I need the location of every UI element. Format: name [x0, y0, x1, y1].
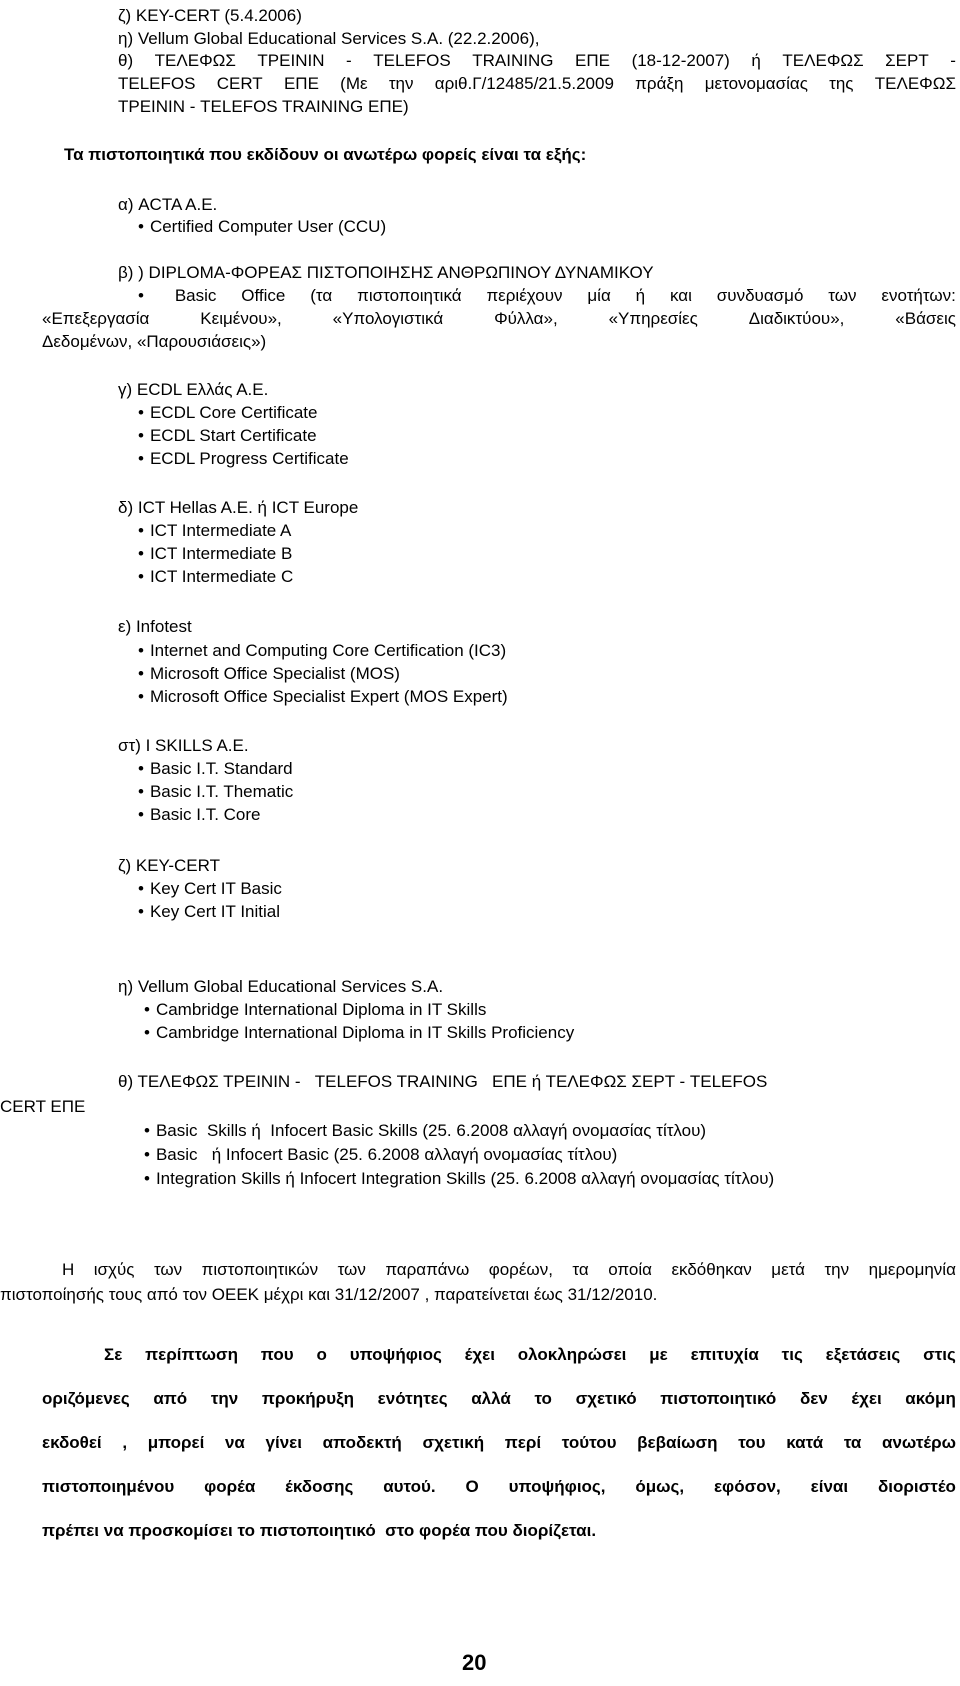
word: τα	[572, 1260, 589, 1279]
section-theta-title: θ) ΤΕΛΕΦΩΣ ΤΡΕΙΝΙΝ - TELEFOS TRAINING ΕΠΕ ή ΤΕΛΕΦΩΣ ΣΕΡΤ - TELEFOS	[118, 1072, 768, 1091]
word: τα	[843, 1433, 862, 1452]
word: εκδόθηκαν	[671, 1260, 752, 1279]
section-st-title: στ) I SKILLS A.E.	[118, 736, 249, 755]
section-zeta-title: ζ) KEY-CERT	[118, 856, 220, 875]
beta-item-line1	[138, 286, 956, 306]
word: που	[260, 1345, 294, 1364]
word: ,	[122, 1433, 128, 1452]
word: πιστοποιημένου	[42, 1477, 175, 1496]
word: παραπάνω	[385, 1260, 470, 1279]
list-item: • Key Cert IT Basic	[138, 879, 282, 899]
word: Office	[241, 286, 286, 305]
word: Ο	[465, 1477, 479, 1496]
word: υποψήφιος	[349, 1345, 442, 1364]
word: εξετάσεις	[825, 1345, 901, 1364]
word: Διαδικτύου»,	[748, 309, 845, 328]
word: και	[670, 286, 692, 305]
word: «Υπολογιστικά	[332, 309, 444, 328]
word: «Βάσεις	[895, 309, 956, 328]
word: σχετικό	[575, 1389, 637, 1408]
word: των	[153, 1260, 183, 1279]
note-paragraph-line1	[104, 1345, 956, 1365]
word: δεν	[799, 1389, 828, 1408]
word: την	[824, 1260, 850, 1279]
word: της	[829, 74, 854, 93]
word: υποψήφιος,	[508, 1477, 606, 1496]
word: ΣΕΡΤ	[885, 51, 929, 70]
list-item-vellum: η) Vellum Global Educational Services S.A. (22.2.2006),	[118, 29, 540, 48]
word: κατά	[786, 1433, 824, 1452]
word: μετά	[771, 1260, 805, 1279]
word: αποδεκτή	[322, 1433, 402, 1452]
note-paragraph-line4	[42, 1477, 956, 1497]
word: πιστοποιητικών	[201, 1260, 319, 1279]
list-item: • ICT Intermediate C	[138, 567, 293, 587]
list-item: • ECDL Core Certificate	[138, 403, 318, 423]
section-alpha-title: α) ACTA A.E.	[118, 195, 218, 214]
word: ισχύς	[93, 1260, 135, 1279]
word: επιτυχία	[690, 1345, 759, 1364]
word: ενοτήτων:	[881, 286, 956, 305]
word: ο	[316, 1345, 327, 1364]
word: οριζόμενες	[42, 1389, 130, 1408]
word: μπορεί	[147, 1433, 205, 1452]
list-item: • ICT Intermediate A	[138, 521, 291, 541]
word: αλλά	[471, 1389, 511, 1408]
page-number: 20	[462, 1650, 487, 1675]
certificates-heading: Τα πιστοποιητικά που εκδίδουν οι ανωτέρω φορείς είναι τα εξής:	[64, 145, 587, 164]
word: TRAINING	[472, 51, 554, 70]
word: έκδοσης	[285, 1477, 354, 1496]
word: πιστοποιητικό	[660, 1389, 777, 1408]
beta-item-line2	[42, 309, 956, 329]
word: εκδοθεί	[42, 1433, 102, 1452]
list-item: • Basic I.T. Thematic	[138, 782, 293, 802]
word: ανωτέρω	[882, 1433, 956, 1452]
word: «Υπηρεσίες	[608, 309, 698, 328]
word: τούτου	[561, 1433, 617, 1452]
section-beta-title: β) ) DIPLOMA-ΦΟΡΕΑΣ ΠΙΣΤΟΠΟΙΗΣΗΣ ΑΝΘΡΩΠΙΝΟΥ ΔΥΝΑΜΙΚΟΥ	[118, 263, 654, 282]
word: περί	[504, 1433, 542, 1452]
section-gamma-title: γ) ECDL Ελλάς Α.Ε.	[118, 380, 269, 399]
word: ακόμη	[905, 1389, 956, 1408]
word: εφόσον,	[713, 1477, 781, 1496]
word: περιέχουν	[486, 286, 563, 305]
word: με	[649, 1345, 668, 1364]
word: TELEFOS	[373, 51, 451, 70]
word: πράξη	[635, 74, 684, 93]
word: -	[950, 51, 956, 70]
word: ΕΠΕ	[575, 51, 611, 70]
list-item: • Internet and Computing Core Certification (IC3)	[138, 641, 506, 661]
word: ή	[635, 286, 646, 305]
word: ΤΕΛΕΦΩΣ	[782, 51, 864, 70]
word: όμως,	[635, 1477, 685, 1496]
word: (τα	[310, 286, 333, 305]
list-item: • Basic I.T. Standard	[138, 759, 293, 779]
word: συνδυασμό	[716, 286, 804, 305]
list-item: • Cambridge International Diploma in IT Skills	[144, 1000, 486, 1020]
word: έχει	[851, 1389, 882, 1408]
list-item: • Certified Computer User (CCU)	[138, 217, 386, 237]
word: -	[346, 51, 352, 70]
list-item: • ICT Intermediate B	[138, 544, 292, 564]
word: Κειμένου»,	[200, 309, 282, 328]
list-item: • ECDL Start Certificate	[138, 426, 317, 446]
list-item: • Microsoft Office Specialist (MOS)	[138, 664, 400, 684]
list-item: • Key Cert IT Initial	[138, 902, 280, 922]
word: είναι	[810, 1477, 849, 1496]
list-item-telefos-line3: ΤΡΕΙΝΙΝ - TELEFOS TRAINING ΕΠΕ)	[118, 97, 409, 116]
word: αυτού.	[383, 1477, 436, 1496]
word: ενότητες	[377, 1389, 448, 1408]
word: πιστοποιητικά	[357, 286, 462, 305]
word: Η	[62, 1260, 75, 1279]
word: διοριστέο	[877, 1477, 956, 1496]
word: ή	[751, 51, 761, 70]
word: του	[738, 1433, 766, 1452]
word: «Επεξεργασία	[42, 309, 150, 328]
word: (18-12-2007)	[631, 51, 730, 70]
list-item: • Basic I.T. Core	[138, 805, 261, 825]
list-item: • Integration Skills ή Infocert Integration Skills (25. 6.2008 αλλαγή ονομασίας τίτλου)	[144, 1169, 774, 1189]
word: την	[210, 1389, 239, 1408]
list-item: • Cambridge International Diploma in IT Skills Proficiency	[144, 1023, 574, 1043]
word: τις	[781, 1345, 803, 1364]
word: ΤΡΕΙΝΙΝ	[257, 51, 325, 70]
word: θ)	[118, 51, 134, 70]
word: γίνει	[265, 1433, 302, 1452]
word: • Basic	[174, 286, 217, 305]
section-delta-title: δ) ICT Hellas A.E. ή ICT Europe	[118, 498, 359, 517]
list-item-telefos-line1	[118, 51, 956, 71]
word: φορέα	[204, 1477, 256, 1496]
note-paragraph-line2	[42, 1389, 956, 1409]
word: μία	[587, 286, 611, 305]
word: να	[224, 1433, 245, 1452]
list-item-telefos-line2	[118, 74, 956, 94]
word: Φύλλα»,	[494, 309, 558, 328]
word: το	[534, 1389, 552, 1408]
word: οποία	[608, 1260, 652, 1279]
word: φορέων,	[488, 1260, 553, 1279]
word: TELEFOS	[118, 74, 196, 93]
word: σχετική	[422, 1433, 485, 1452]
word: έχει	[464, 1345, 495, 1364]
section-theta-title-cont: CERT ΕΠΕ	[0, 1097, 86, 1116]
word: προκήρυξη	[261, 1389, 355, 1408]
word: την	[388, 74, 414, 93]
validity-paragraph-line2: πιστοποίησής τους από τον ΟΕΕΚ μέχρι και 31/12/2007 , παρατείνεται έως 31/12/2010.	[0, 1285, 658, 1304]
list-item: • Basic Skills ή Infocert Basic Skills (25. 6.2008 αλλαγή ονομασίας τίτλου)	[144, 1121, 706, 1141]
word: ολοκληρώσει	[517, 1345, 627, 1364]
word: των	[337, 1260, 366, 1279]
word: ΤΕΛΕΦΩΣ	[154, 51, 236, 70]
word: από	[153, 1389, 188, 1408]
word: στις	[923, 1345, 956, 1364]
word: των	[828, 286, 857, 305]
word: μετονομασίας	[704, 74, 808, 93]
word: ΕΠΕ	[283, 74, 319, 93]
beta-item-line3: Δεδομένων, «Παρουσιάσεις»)	[42, 332, 267, 351]
list-item: • Microsoft Office Specialist Expert (MOS Expert)	[138, 687, 508, 707]
list-item: • ECDL Progress Certificate	[138, 449, 349, 469]
word: Σε	[104, 1345, 123, 1364]
note-paragraph-line5: πρέπει να προσκομίσει το πιστοποιητικό στο φορέα που διορίζεται.	[42, 1521, 597, 1540]
word: ημερομηνία	[868, 1260, 956, 1279]
word: βεβαίωση	[637, 1433, 718, 1452]
word: περίπτωση	[145, 1345, 238, 1364]
validity-paragraph-line1	[62, 1260, 956, 1280]
word: CERT	[216, 74, 263, 93]
word: (Με	[340, 74, 368, 93]
word: αριθ.Γ/12485/21.5.2009	[434, 74, 614, 93]
section-epsilon-title: ε) Infotest	[118, 617, 192, 636]
list-item: • Basic ή Infocert Basic (25. 6.2008 αλλαγή ονομασίας τίτλου)	[144, 1145, 617, 1165]
section-eta-title: η) Vellum Global Educational Services S.A.	[118, 977, 444, 996]
note-paragraph-line3	[42, 1433, 956, 1453]
list-item-key-cert: ζ) KEY-CERT (5.4.2006)	[118, 6, 302, 25]
word: ΤΕΛΕΦΩΣ	[874, 74, 956, 93]
